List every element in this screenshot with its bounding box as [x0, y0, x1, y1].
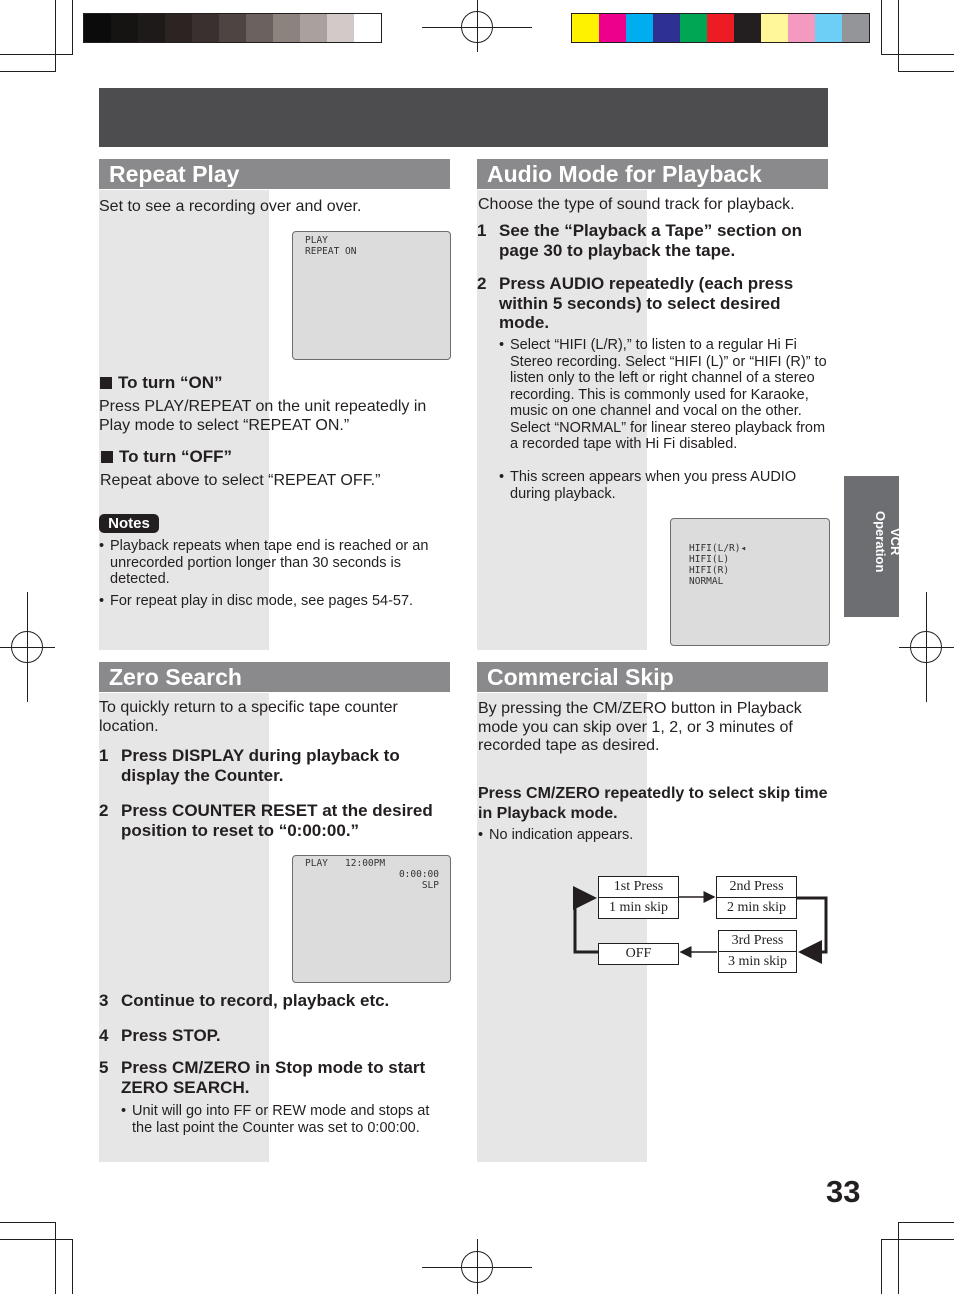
- color-swatch: [165, 14, 192, 42]
- step-text: Press AUDIO repeatedly (each press within 5 seconds) to select desired mode.: [499, 274, 794, 332]
- color-swatch: [327, 14, 354, 42]
- screen-line: HIFI(L/R)◂: [689, 543, 747, 554]
- commercial-skip-instruction: Press CM/ZERO repeatedly to select skip time in Playback mode.: [478, 785, 828, 822]
- turn-on-heading: [100, 374, 223, 393]
- screen-line: PLAY: [305, 235, 328, 246]
- color-swatch: [246, 14, 273, 42]
- skip-label: 3 min skip: [719, 951, 796, 972]
- step-text: Press COUNTER RESET at the desired position to reset to “0:00:00.”: [121, 801, 433, 840]
- process-color-bar: [571, 13, 870, 43]
- step-text: Press CM/ZERO in Stop mode to start ZERO SEARCH.: [121, 1058, 426, 1097]
- color-swatch: [138, 14, 165, 42]
- square-bullet-icon: [100, 377, 112, 389]
- header-banner: [99, 88, 828, 147]
- repeat-play-intro: Set to see a recording over and over.: [99, 198, 362, 215]
- color-swatch: [815, 14, 842, 42]
- step-text: Continue to record, playback etc.: [121, 991, 390, 1010]
- screen-line: HIFI(R): [689, 565, 730, 576]
- note-text: Playback repeats when tape end is reached or an unrecorded portion longer than 30 seconds is detected.: [110, 538, 429, 587]
- color-swatch: [842, 14, 869, 42]
- skip-box-2: [716, 876, 797, 919]
- side-tab-line: Operation: [873, 511, 888, 573]
- color-swatch: [653, 14, 680, 42]
- color-swatch: [354, 14, 381, 42]
- turn-on-text: Press PLAY/REPEAT on the unit repeatedly in Play mode to select “REPEAT ON.”: [99, 398, 427, 434]
- bullet-text: Select “HIFI (L/R),” to listen to a regular Hi Fi Stereo recording. Select “HIFI (L)” or “HIFI (R)” to listen only to the left or right channel of a stereo recording. This is commonly used for Karaoke, music on one channel and vocal on the other. Select “NORMAL” for linear stereo playback from a recorded tape with Hi Fi disabled.: [510, 337, 827, 452]
- audio-screen: [670, 518, 830, 646]
- color-swatch: [273, 14, 300, 42]
- skip-label: 1 min skip: [599, 897, 678, 918]
- color-swatch: [300, 14, 327, 42]
- skip-box-1: [598, 876, 679, 919]
- color-swatch: [599, 14, 626, 42]
- color-swatch: [111, 14, 138, 42]
- commercial-skip-heading: Commercial Skip: [477, 662, 828, 692]
- zero-search-intro: To quickly return to a specific tape counter location.: [99, 699, 398, 735]
- step-number: 2: [477, 274, 487, 293]
- screen-line: NORMAL: [689, 576, 724, 587]
- side-tab-label: [843, 502, 903, 582]
- color-swatch: [788, 14, 815, 42]
- square-bullet-icon: [101, 451, 113, 463]
- side-tab-line: VCR: [888, 528, 903, 556]
- counter-screen: [292, 855, 451, 983]
- color-swatch: [761, 14, 788, 42]
- screen-line: HIFI(L): [689, 554, 730, 565]
- off-label: OFF: [625, 946, 652, 961]
- step-number: 1: [477, 221, 487, 240]
- step-number: 3: [99, 991, 109, 1010]
- step-text: Press DISPLAY during playback to display the Counter.: [121, 746, 400, 785]
- step-number: 5: [99, 1058, 109, 1077]
- color-swatch: [680, 14, 707, 42]
- grayscale-color-bar: [83, 13, 382, 43]
- color-swatch: [734, 14, 761, 42]
- step-number: 2: [99, 801, 109, 820]
- notes-badge: Notes: [99, 514, 159, 533]
- color-swatch: [192, 14, 219, 42]
- repeat-play-heading: Repeat Play: [99, 159, 450, 189]
- turn-off-heading: [101, 448, 232, 467]
- audio-mode-intro: Choose the type of sound track for playback.: [478, 196, 795, 213]
- press-label: 3rd Press: [731, 933, 784, 948]
- color-swatch: [84, 14, 111, 42]
- turn-off-heading-text: To turn “OFF”: [119, 447, 232, 466]
- bullet-text: This screen appears when you press AUDIO during playback.: [510, 469, 797, 502]
- color-swatch: [626, 14, 653, 42]
- step-number: 4: [99, 1026, 109, 1045]
- commercial-skip-intro: By pressing the CM/ZERO button in Playback mode you can skip over 1, 2, or 3 minutes of recorded tape as desired.: [478, 700, 802, 754]
- screen-line: PLAY 12:00PM: [305, 858, 386, 869]
- zero-search-heading: Zero Search: [99, 662, 450, 692]
- screen-line: REPEAT ON: [305, 246, 357, 257]
- repeat-screen: [292, 231, 451, 360]
- screen-line: SLP: [421, 880, 439, 891]
- skip-box-off: [598, 943, 679, 965]
- skip-box-3: [718, 930, 797, 973]
- bullet-text: No indication appears.: [489, 827, 634, 843]
- page-number: 33: [826, 1174, 861, 1209]
- step-text: Press STOP.: [121, 1026, 221, 1045]
- note-text: For repeat play in disc mode, see pages 54-57.: [110, 593, 414, 609]
- screen-line: 0:00:00: [398, 869, 439, 880]
- step-number: 1: [99, 746, 109, 765]
- turn-off-text: Repeat above to select “REPEAT OFF.”: [100, 472, 381, 489]
- press-label: 2nd Press: [729, 879, 784, 894]
- turn-on-heading-text: To turn “ON”: [118, 373, 223, 392]
- audio-mode-heading: Audio Mode for Playback: [477, 159, 828, 189]
- color-swatch: [707, 14, 734, 42]
- step-text: See the “Playback a Tape” section on page 30 to playback the tape.: [499, 221, 802, 260]
- press-label: 1st Press: [613, 879, 664, 894]
- skip-label: 2 min skip: [717, 897, 796, 918]
- color-swatch: [219, 14, 246, 42]
- color-swatch: [572, 14, 599, 42]
- bullet-text: Unit will go into FF or REW mode and stops at the last point the Counter was set to 0:00:00.: [132, 1103, 430, 1136]
